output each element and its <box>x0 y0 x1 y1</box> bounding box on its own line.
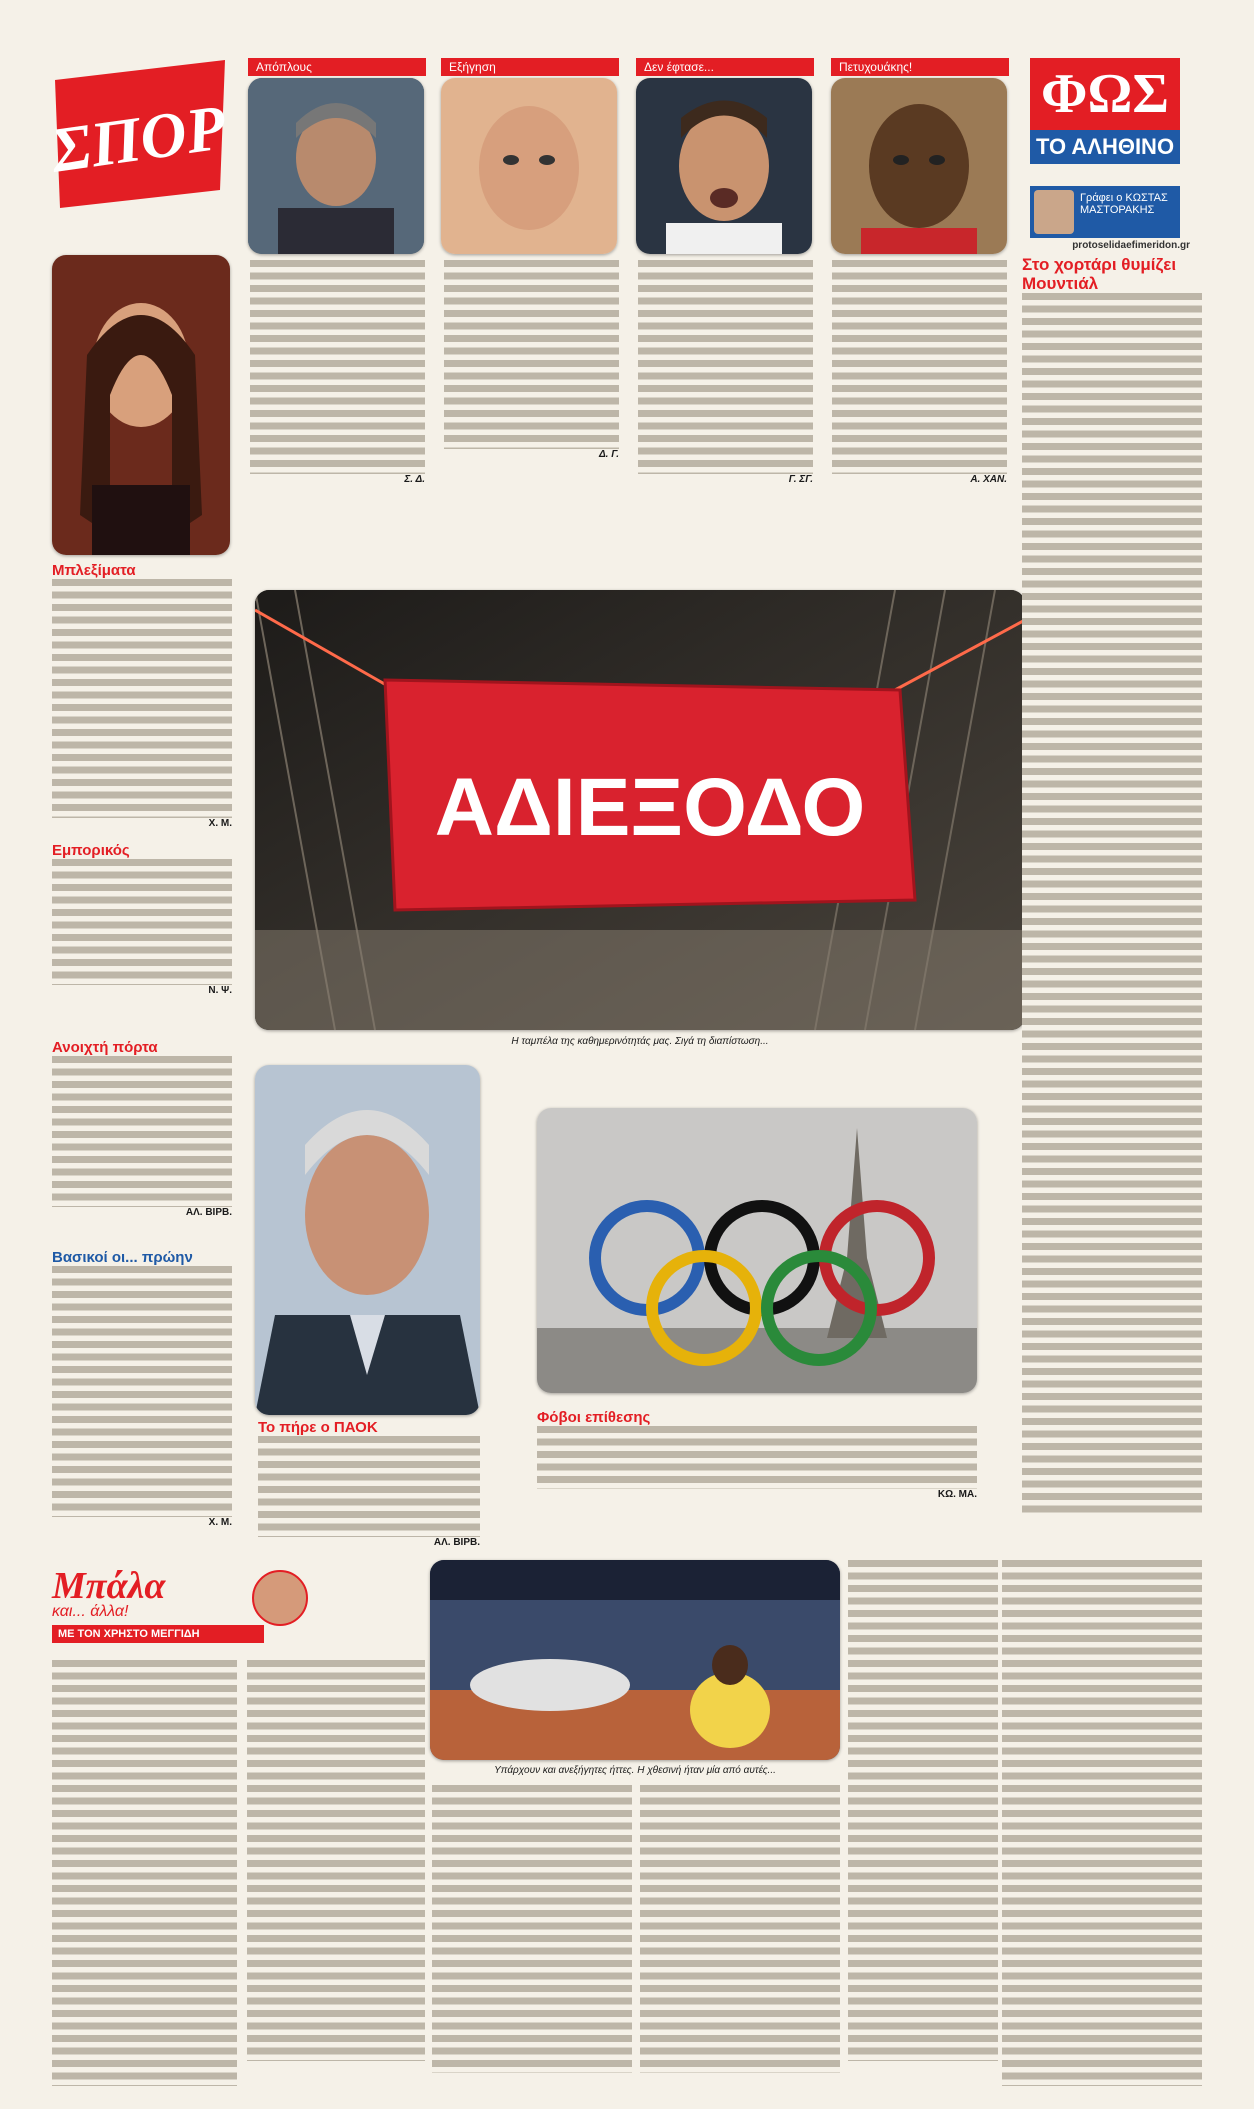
top-col-2-text <box>444 260 619 495</box>
top-col-2 <box>441 58 619 254</box>
right-story <box>1022 255 1202 1518</box>
sidebar-story-3 <box>52 1040 232 1218</box>
signature: Σ. Δ. <box>404 474 425 485</box>
tag-den-eftase: Δεν έφτασε... <box>636 58 814 76</box>
basketball-photo <box>430 1560 840 1760</box>
bottom-col-1 <box>52 1660 237 2086</box>
fos-sub: ΤΟ ΑΛΗΘΙΝΟ <box>1030 130 1180 164</box>
paok-story <box>258 1420 480 1548</box>
signature: Χ. Μ. <box>208 818 232 829</box>
text-placeholder <box>1002 1560 1202 2086</box>
bottom-col-4-top <box>848 1560 998 2061</box>
story-title: Ανοιχτή πόρτα <box>52 1039 158 1056</box>
messi-photo <box>636 78 812 254</box>
text-placeholder <box>537 1426 977 1489</box>
author-avatar <box>252 1570 308 1626</box>
text-placeholder <box>52 1660 237 2086</box>
spor-logo <box>50 60 230 210</box>
bottom-col-2 <box>247 1660 425 2061</box>
top-col-3-text <box>638 260 813 495</box>
mpala-logo <box>52 1565 312 1650</box>
text-placeholder <box>52 1266 232 1517</box>
coach-paok-photo <box>255 1065 480 1415</box>
fos-logo <box>1030 58 1180 178</box>
petyxouakis-photo <box>831 78 1007 254</box>
woman-photo <box>52 255 230 555</box>
signature: ΑΛ. ΒΙΡΒ. <box>185 1207 232 1218</box>
mpala-author: ΜΕ ΤΟΝ ΧΡΗΣΤΟ ΜΕΓΓΙΔΗ <box>52 1625 264 1643</box>
text-placeholder <box>640 1785 840 2073</box>
bottom-col-3 <box>432 1785 632 2073</box>
story-title: Εμπορικός <box>52 842 130 859</box>
story-title: Μπλεξίματα <box>52 562 136 579</box>
tag-petyxouakis: Πετυχουάκης! <box>831 58 1009 76</box>
signature: Δ. Γ. <box>598 449 619 460</box>
text-placeholder <box>250 260 425 474</box>
fos-logo-text: ΦΩΣ <box>1030 58 1180 130</box>
text-placeholder <box>52 1056 232 1207</box>
signature: ΚΩ. ΜΑ. <box>937 1489 977 1500</box>
text-placeholder <box>52 579 232 818</box>
text-placeholder <box>432 1785 632 2073</box>
bottom-col-5 <box>1002 1560 1202 2086</box>
sidebar-story-2 <box>52 843 232 996</box>
fovoi-story <box>537 1410 977 1500</box>
top-col-4 <box>831 58 1009 254</box>
text-placeholder <box>832 260 1007 474</box>
tag-eksigisi: Εξήγηση <box>441 58 619 76</box>
top-col-1 <box>248 58 426 254</box>
top-col-4-text <box>832 260 1007 495</box>
text-placeholder <box>848 1560 998 2061</box>
signature: Α. ΧΑΝ. <box>970 474 1007 485</box>
sidebar-story-4 <box>52 1250 232 1528</box>
svg-text:ΣΠΟΡ: ΣΠΟΡ <box>50 91 230 186</box>
text-placeholder <box>52 859 232 985</box>
signature: Γ. ΣΓ. <box>788 474 813 485</box>
writer-box <box>1030 186 1180 238</box>
text-placeholder <box>1022 293 1202 1518</box>
referee-photo <box>441 78 617 254</box>
adieksodo-photo <box>255 590 1025 1030</box>
signature: ΑΛ. ΒΙΡΒ. <box>433 1537 480 1548</box>
text-placeholder <box>638 260 813 474</box>
banner-text: ΑΔΙΕΞΟΔΟ <box>434 762 866 853</box>
bottom-col-4 <box>640 1785 840 2073</box>
text-placeholder <box>444 260 619 449</box>
top-col-1-text <box>250 260 425 495</box>
mpala-sub: και... άλλα! <box>52 1603 129 1620</box>
basketball-caption: Υπάρχουν και ανεξήγητες ήττες. Η χθεσινή ήταν μία από αυτές... <box>494 1765 776 1776</box>
olympic-rings-photo <box>537 1108 977 1393</box>
coach-photo <box>248 78 424 254</box>
writer-avatar <box>1034 190 1074 234</box>
mpala-title: Μπάλα <box>52 1565 166 1607</box>
top-photo-row <box>248 58 1028 258</box>
banner-caption: Η ταμπέλα της καθημερινότητάς μας. Σιγά τη διαπίστωση... <box>511 1036 769 1047</box>
signature: Χ. Μ. <box>208 1517 232 1528</box>
top-col-3 <box>636 58 814 254</box>
text-placeholder <box>247 1660 425 2061</box>
tag-apoplous: Απόπλους <box>248 58 426 76</box>
writer-label: Γράφει ο ΚΩΣΤΑΣ ΜΑΣΤΟΡΑΚΗΣ <box>1080 192 1168 216</box>
story-title: Στο χορτάρι θυμίζει Μουντιάλ <box>1022 255 1177 293</box>
story-title: Φόβοι επίθεσης <box>537 1409 651 1426</box>
story-title: Βασικοί οι... πρώην <box>52 1249 193 1266</box>
story-title: Το πήρε ο ΠΑΟΚ <box>258 1419 378 1436</box>
text-placeholder <box>258 1436 480 1537</box>
watermark: protoselidaefimeridon.gr <box>1072 240 1190 251</box>
sidebar-story-1 <box>52 563 232 829</box>
signature: Ν. Ψ. <box>208 985 232 996</box>
